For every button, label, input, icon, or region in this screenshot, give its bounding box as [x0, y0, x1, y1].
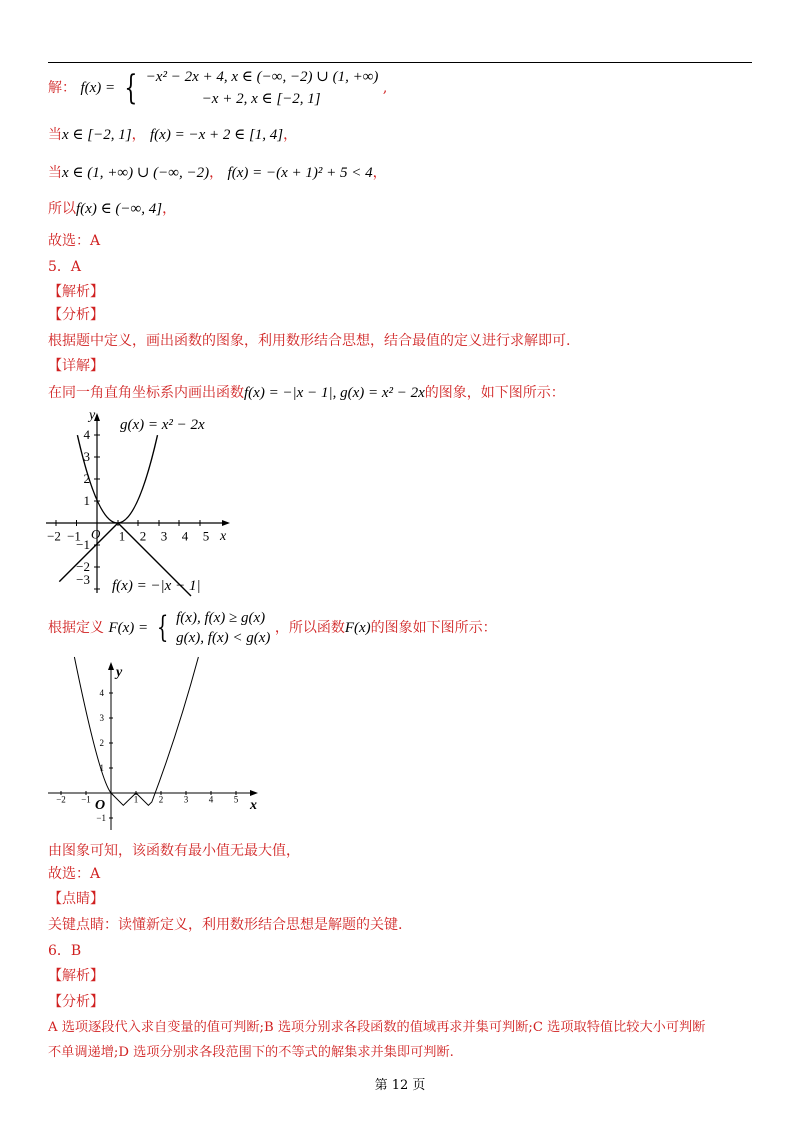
- question-number: 6．B: [48, 943, 82, 959]
- x-tick-label: 3: [183, 794, 189, 805]
- x-tick-label: 3: [160, 528, 168, 544]
- F-curve: [74, 657, 198, 805]
- x-tick-label: 4: [208, 794, 214, 805]
- answer-choice: 故选：A: [48, 866, 101, 882]
- analysis-text: 根据题中定义，画出函数的图象，利用数形结合思想，结合最值的定义进行求解即可.: [48, 333, 571, 349]
- y-tick-label: 3: [99, 713, 104, 723]
- text-when: 当: [48, 127, 62, 143]
- detail-prefix: 在同一角直角坐标系内画出函数: [48, 385, 244, 401]
- definition-line: [48, 608, 497, 648]
- math-range: f(x) ∈ (−∞, 4]: [76, 201, 163, 217]
- header-rule: [48, 62, 752, 63]
- math-domain: x ∈ [−2, 1]: [62, 127, 132, 143]
- x-tick-label: −2: [56, 794, 66, 805]
- text-so: 所以: [48, 201, 76, 217]
- y-axis-label: y: [116, 665, 123, 680]
- answer-choice: 故选：A: [48, 233, 101, 249]
- function-lhs: f(x) =: [80, 80, 116, 96]
- define-prefix: 根据定义: [48, 620, 104, 636]
- define-cases: [176, 608, 270, 648]
- x-axis-arrow: [250, 790, 258, 796]
- key-point-text: 关键点睛：读懂新定义，利用数形结合思想是解题的关键.: [48, 917, 403, 933]
- y-tick-label: 2: [99, 738, 104, 748]
- x-tick-label: 1: [133, 794, 139, 805]
- solution-label: 解：: [48, 80, 76, 96]
- analysis-line-2: 不单调递增;D 选项分别求各段范围下的不等式的解集求并集即可判断.: [48, 1045, 454, 1060]
- case-2: −x + 2, x ∈ [−2, 1]: [201, 91, 321, 107]
- y-tick-label: 4: [99, 688, 104, 698]
- section-fenxi: 【分析】: [48, 307, 104, 323]
- define-lhs: F(x) =: [108, 620, 149, 636]
- define-func: F(x): [344, 620, 371, 636]
- define-case-2: g(x), f(x) < g(x): [176, 630, 271, 646]
- separator: ，: [162, 201, 177, 217]
- separator: ，: [283, 127, 298, 143]
- x-tick-label: 2: [158, 794, 164, 805]
- separator: ，: [131, 127, 146, 143]
- detail-suffix: 的图象，如下图所示：: [424, 385, 565, 401]
- g-label: g(x) = x² − 2x: [120, 417, 205, 433]
- section-jiexi: 【解析】: [48, 284, 104, 300]
- x-axis-arrow: [222, 520, 230, 526]
- y-tick-label: −1: [96, 813, 106, 823]
- detail-functions: f(x) = −|x − 1|, g(x) = x² − 2x: [244, 385, 425, 401]
- graph-F: [40, 652, 270, 832]
- define-case-1: f(x), f(x) ≥ g(x): [176, 610, 266, 626]
- x-tick-label: −1: [67, 528, 81, 544]
- solution-line-4: [48, 198, 176, 218]
- separator: ，: [209, 165, 224, 181]
- section-fenxi: 【分析】: [48, 994, 104, 1010]
- x-tick-label: −2: [47, 528, 61, 544]
- define-suffix: 的图象如下图所示：: [370, 620, 497, 636]
- y-axis-label: y: [89, 408, 96, 423]
- conclusion-text: 由图象可知，该函数有最小值无最大值，: [48, 843, 300, 859]
- graph-f-and-g: [40, 405, 240, 600]
- detail-line: [48, 382, 565, 402]
- origin-label: O: [91, 526, 101, 542]
- y-tick-label: 2: [83, 471, 90, 486]
- y-axis-arrow: [108, 662, 114, 670]
- section-jiexi: 【解析】: [48, 968, 104, 984]
- solution-line-2: [48, 124, 297, 144]
- separator: ，: [372, 165, 387, 181]
- question-number: 5．A: [48, 259, 82, 275]
- section-xiangjie: 【详解】: [48, 358, 104, 374]
- x-tick-label: 5: [202, 528, 210, 544]
- y-tick-label: 1: [99, 763, 104, 773]
- x-tick-label: −1: [81, 794, 91, 805]
- math-range: f(x) = −x + 2 ∈ [1, 4]: [150, 127, 284, 143]
- case-1: −x² − 2x + 4, x ∈ (−∞, −2) ∪ (1, +∞): [145, 69, 379, 85]
- trailing-comma: ,: [382, 80, 388, 96]
- origin-label: O: [95, 798, 106, 813]
- x-axis-label: x: [220, 528, 227, 544]
- solution-line-3: [48, 162, 387, 182]
- section-dianjing: 【点睛】: [48, 891, 104, 907]
- x-tick-label: 5: [233, 794, 239, 805]
- x-tick-label: 4: [181, 528, 189, 544]
- f-label: f(x) = −|x − 1|: [112, 578, 201, 594]
- piecewise-cases: [146, 66, 379, 110]
- x-tick-label: 2: [139, 528, 147, 544]
- y-tick-label: −1: [76, 537, 90, 552]
- left-brace: {: [123, 68, 137, 108]
- y-tick-label: 3: [83, 449, 90, 464]
- math-domain: x ∈ (1, +∞) ∪ (−∞, −2): [62, 165, 210, 181]
- define-mid: ，所以函数: [274, 620, 345, 636]
- piecewise-definition: [48, 66, 387, 110]
- analysis-line-1: A 选项逐段代入求自变量的值可判断;B 选项分别求各段函数的值域再求并集可判断;C 选项取特值比较大小可判断: [48, 1020, 706, 1035]
- left-brace: {: [156, 610, 168, 645]
- y-tick-label: 1: [83, 493, 90, 508]
- y-tick-label: −3: [76, 572, 90, 587]
- x-tick-label: 1: [118, 528, 126, 544]
- page-number: 第 12 页: [374, 1078, 426, 1093]
- math-range: f(x) = −(x + 1)² + 5 < 4: [227, 165, 373, 181]
- y-tick-label: 4: [83, 427, 90, 442]
- text-when: 当: [48, 165, 62, 181]
- y-tick-label: −2: [76, 559, 90, 574]
- x-axis-label: x: [250, 798, 257, 813]
